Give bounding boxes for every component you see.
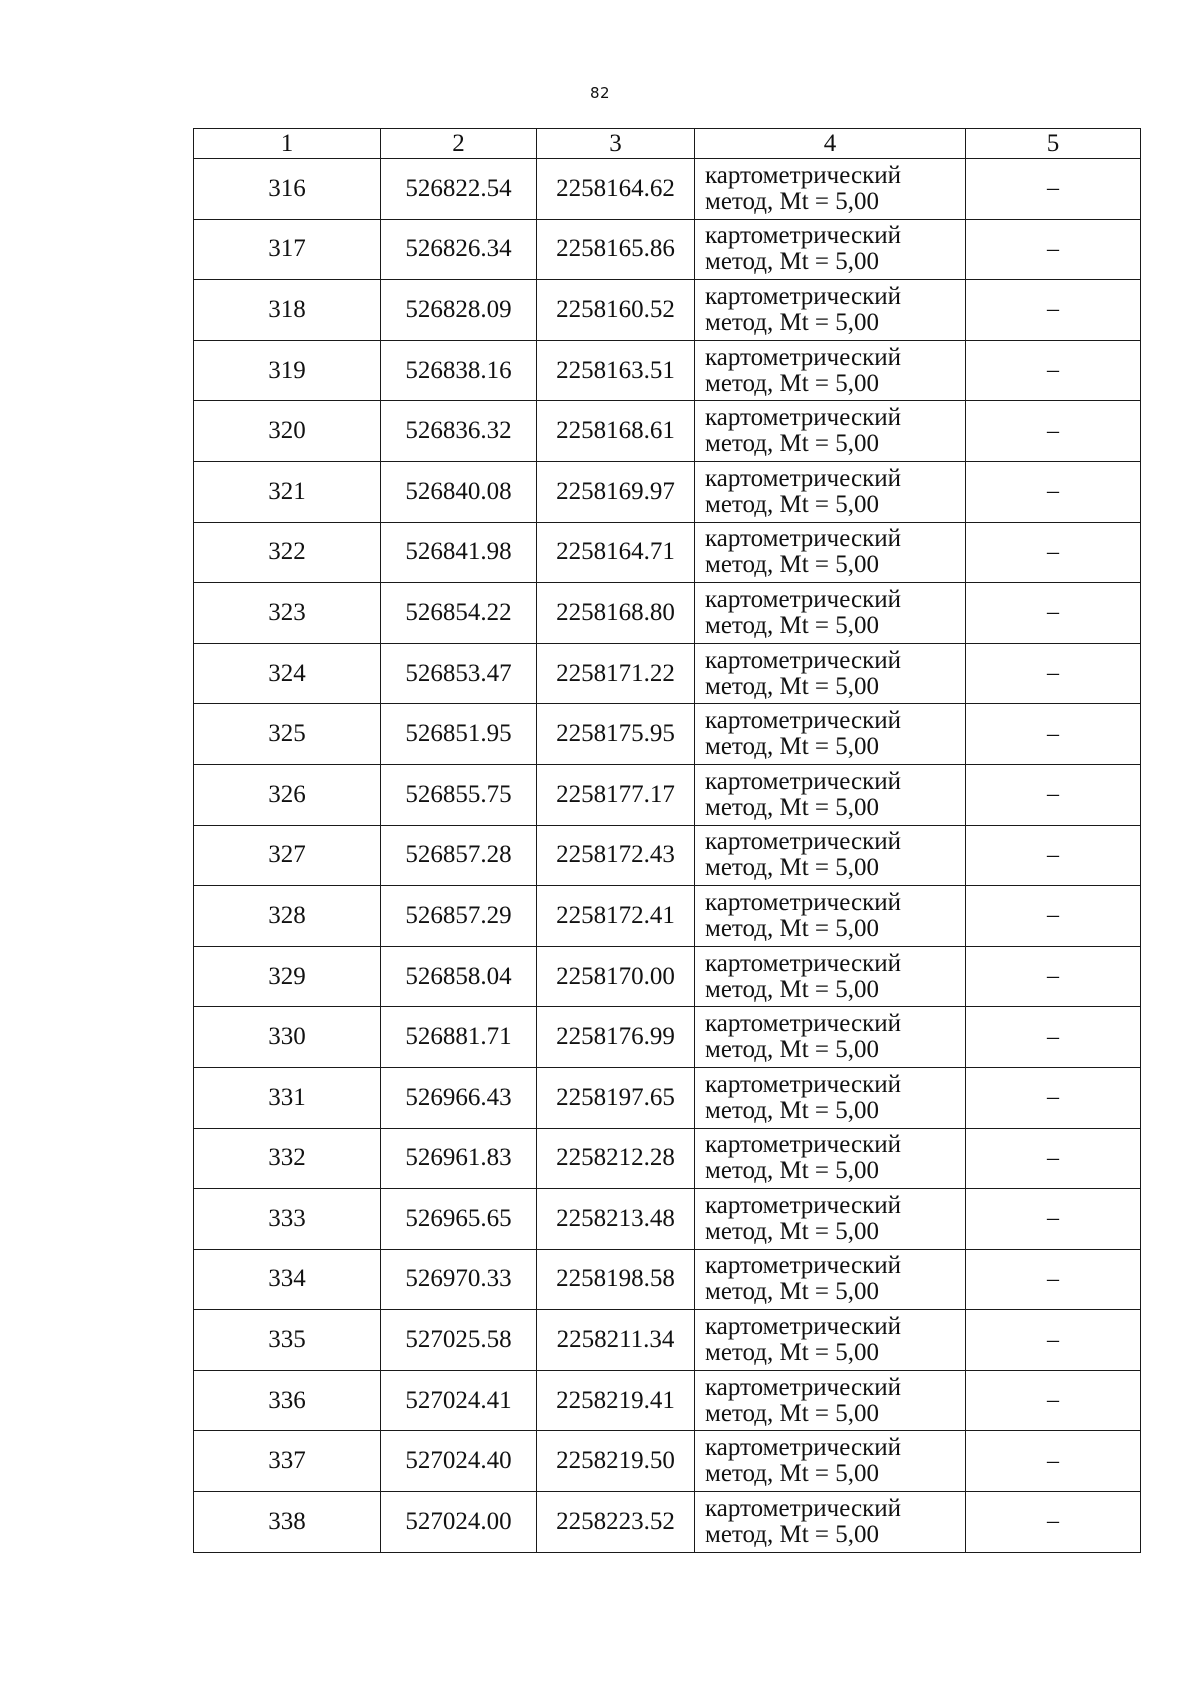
method-line-1: картометрический xyxy=(705,1313,901,1341)
header-col-5: 5 xyxy=(966,129,1141,159)
cell-x-coordinate: 526970.33 xyxy=(381,1249,537,1310)
cell-x-coordinate: 526857.29 xyxy=(381,886,537,947)
cell-point-number: 328 xyxy=(194,886,381,947)
cell-y-coordinate: 2258165.86 xyxy=(537,219,695,280)
method-line-1: картометрический xyxy=(705,585,901,613)
cell-x-coordinate: 526841.98 xyxy=(381,522,537,583)
cell-point-number: 321 xyxy=(194,461,381,522)
cell-description: – xyxy=(966,1431,1141,1492)
method-line-2: метод, Mt = 5,00 xyxy=(705,1460,880,1488)
header-row xyxy=(194,129,1141,159)
method-line-1: картометрический xyxy=(705,1191,901,1219)
cell-description: – xyxy=(966,583,1141,644)
cell-method xyxy=(695,522,966,583)
cell-x-coordinate: 526853.47 xyxy=(381,643,537,704)
cell-description: – xyxy=(966,401,1141,462)
cell-description: – xyxy=(966,886,1141,947)
method-line-1: картометрический xyxy=(705,222,901,250)
method-line-2: метод, Mt = 5,00 xyxy=(705,1217,880,1245)
method-line-2: метод, Mt = 5,00 xyxy=(705,1399,880,1427)
cell-y-coordinate: 2258175.95 xyxy=(537,704,695,765)
cell-point-number: 317 xyxy=(194,219,381,280)
cell-description: – xyxy=(966,643,1141,704)
cell-y-coordinate: 2258171.22 xyxy=(537,643,695,704)
cell-description: – xyxy=(966,1310,1141,1371)
table-row xyxy=(194,643,1141,704)
method-line-1: картометрический xyxy=(705,1131,901,1159)
table-body xyxy=(194,159,1141,1553)
method-line-1: картометрический xyxy=(705,1494,901,1522)
cell-x-coordinate: 526857.28 xyxy=(381,825,537,886)
cell-point-number: 316 xyxy=(194,159,381,220)
cell-description: – xyxy=(966,764,1141,825)
cell-x-coordinate: 526822.54 xyxy=(381,159,537,220)
cell-y-coordinate: 2258219.41 xyxy=(537,1370,695,1431)
cell-y-coordinate: 2258170.00 xyxy=(537,946,695,1007)
cell-method xyxy=(695,1492,966,1553)
cell-x-coordinate: 527024.00 xyxy=(381,1492,537,1553)
cell-x-coordinate: 526881.71 xyxy=(381,1007,537,1068)
cell-method xyxy=(695,1310,966,1371)
method-line-1: картометрический xyxy=(705,888,901,916)
cell-y-coordinate: 2258219.50 xyxy=(537,1431,695,1492)
table-row xyxy=(194,159,1141,220)
cell-description: – xyxy=(966,1189,1141,1250)
method-line-2: метод, Mt = 5,00 xyxy=(705,187,880,215)
table-header xyxy=(194,129,1141,159)
table-row xyxy=(194,219,1141,280)
method-line-1: картометрический xyxy=(705,949,901,977)
cell-point-number: 335 xyxy=(194,1310,381,1371)
method-line-1: картометрический xyxy=(705,828,901,856)
method-line-2: метод, Mt = 5,00 xyxy=(705,914,880,942)
page-number: 82 xyxy=(589,84,611,102)
cell-point-number: 336 xyxy=(194,1370,381,1431)
cell-x-coordinate: 526965.65 xyxy=(381,1189,537,1250)
header-col-4: 4 xyxy=(695,129,966,159)
cell-description: – xyxy=(966,825,1141,886)
cell-method xyxy=(695,1189,966,1250)
method-line-1: картометрический xyxy=(705,464,901,492)
method-line-1: картометрический xyxy=(705,343,901,371)
table-row xyxy=(194,1431,1141,1492)
cell-x-coordinate: 526840.08 xyxy=(381,461,537,522)
method-line-1: картометрический xyxy=(705,1252,901,1280)
cell-y-coordinate: 2258198.58 xyxy=(537,1249,695,1310)
table-row xyxy=(194,583,1141,644)
method-line-2: метод, Mt = 5,00 xyxy=(705,793,880,821)
cell-method xyxy=(695,946,966,1007)
cell-y-coordinate: 2258223.52 xyxy=(537,1492,695,1553)
cell-y-coordinate: 2258177.17 xyxy=(537,764,695,825)
cell-method xyxy=(695,764,966,825)
cell-x-coordinate: 526828.09 xyxy=(381,280,537,341)
cell-point-number: 322 xyxy=(194,522,381,583)
cell-method xyxy=(695,280,966,341)
cell-point-number: 332 xyxy=(194,1128,381,1189)
cell-method xyxy=(695,643,966,704)
cell-point-number: 337 xyxy=(194,1431,381,1492)
method-line-1: картометрический xyxy=(705,646,901,674)
cell-description: – xyxy=(966,1249,1141,1310)
method-line-2: метод, Mt = 5,00 xyxy=(705,1278,880,1306)
cell-x-coordinate: 527025.58 xyxy=(381,1310,537,1371)
method-line-1: картометрический xyxy=(705,1434,901,1462)
cell-x-coordinate: 527024.41 xyxy=(381,1370,537,1431)
method-line-1: картометрический xyxy=(705,1070,901,1098)
cell-point-number: 329 xyxy=(194,946,381,1007)
cell-y-coordinate: 2258164.62 xyxy=(537,159,695,220)
cell-method xyxy=(695,886,966,947)
cell-point-number: 320 xyxy=(194,401,381,462)
cell-method xyxy=(695,1067,966,1128)
cell-description: – xyxy=(966,946,1141,1007)
cell-point-number: 334 xyxy=(194,1249,381,1310)
cell-description: – xyxy=(966,340,1141,401)
cell-method xyxy=(695,159,966,220)
cell-description: – xyxy=(966,522,1141,583)
cell-point-number: 323 xyxy=(194,583,381,644)
method-line-2: метод, Mt = 5,00 xyxy=(705,672,880,700)
cell-y-coordinate: 2258163.51 xyxy=(537,340,695,401)
method-line-1: картометрический xyxy=(705,707,901,735)
method-line-2: метод, Mt = 5,00 xyxy=(705,975,880,1003)
table-row xyxy=(194,764,1141,825)
cell-method xyxy=(695,340,966,401)
cell-description: – xyxy=(966,219,1141,280)
cell-x-coordinate: 527024.40 xyxy=(381,1431,537,1492)
header-col-1: 1 xyxy=(194,129,381,159)
table-row xyxy=(194,1067,1141,1128)
table-row xyxy=(194,401,1141,462)
cell-y-coordinate: 2258197.65 xyxy=(537,1067,695,1128)
cell-description: – xyxy=(966,461,1141,522)
cell-x-coordinate: 526961.83 xyxy=(381,1128,537,1189)
cell-x-coordinate: 526855.75 xyxy=(381,764,537,825)
cell-description: – xyxy=(966,280,1141,341)
cell-y-coordinate: 2258176.99 xyxy=(537,1007,695,1068)
cell-y-coordinate: 2258168.61 xyxy=(537,401,695,462)
cell-point-number: 338 xyxy=(194,1492,381,1553)
method-line-2: метод, Mt = 5,00 xyxy=(705,854,880,882)
method-line-2: метод, Mt = 5,00 xyxy=(705,308,880,336)
method-line-2: метод, Mt = 5,00 xyxy=(705,1036,880,1064)
cell-y-coordinate: 2258168.80 xyxy=(537,583,695,644)
cell-method xyxy=(695,461,966,522)
cell-point-number: 318 xyxy=(194,280,381,341)
method-line-2: метод, Mt = 5,00 xyxy=(705,1157,880,1185)
method-line-2: метод, Mt = 5,00 xyxy=(705,551,880,579)
cell-method xyxy=(695,1249,966,1310)
table-row xyxy=(194,1128,1141,1189)
cell-y-coordinate: 2258169.97 xyxy=(537,461,695,522)
method-line-2: метод, Mt = 5,00 xyxy=(705,369,880,397)
cell-point-number: 333 xyxy=(194,1189,381,1250)
cell-method xyxy=(695,1370,966,1431)
cell-description: – xyxy=(966,159,1141,220)
cell-x-coordinate: 526966.43 xyxy=(381,1067,537,1128)
cell-y-coordinate: 2258211.34 xyxy=(537,1310,695,1371)
method-line-1: картометрический xyxy=(705,1373,901,1401)
table-row xyxy=(194,1007,1141,1068)
method-line-2: метод, Mt = 5,00 xyxy=(705,1339,880,1367)
cell-description: – xyxy=(966,1128,1141,1189)
table-row xyxy=(194,522,1141,583)
method-line-2: метод, Mt = 5,00 xyxy=(705,490,880,518)
table-row xyxy=(194,1310,1141,1371)
cell-point-number: 325 xyxy=(194,704,381,765)
table-row xyxy=(194,340,1141,401)
cell-x-coordinate: 526838.16 xyxy=(381,340,537,401)
cell-method xyxy=(695,583,966,644)
method-line-1: картометрический xyxy=(705,525,901,553)
cell-point-number: 319 xyxy=(194,340,381,401)
cell-point-number: 331 xyxy=(194,1067,381,1128)
cell-method xyxy=(695,401,966,462)
cell-y-coordinate: 2258160.52 xyxy=(537,280,695,341)
cell-method xyxy=(695,1431,966,1492)
method-line-1: картометрический xyxy=(705,404,901,432)
method-line-2: метод, Mt = 5,00 xyxy=(705,430,880,458)
method-line-1: картометрический xyxy=(705,1010,901,1038)
cell-y-coordinate: 2258213.48 xyxy=(537,1189,695,1250)
method-line-1: картометрический xyxy=(705,282,901,310)
cell-description: – xyxy=(966,1007,1141,1068)
cell-point-number: 330 xyxy=(194,1007,381,1068)
cell-y-coordinate: 2258172.43 xyxy=(537,825,695,886)
cell-method xyxy=(695,825,966,886)
cell-y-coordinate: 2258172.41 xyxy=(537,886,695,947)
cell-point-number: 326 xyxy=(194,764,381,825)
cell-x-coordinate: 526854.22 xyxy=(381,583,537,644)
method-line-2: метод, Mt = 5,00 xyxy=(705,1520,880,1548)
cell-description: – xyxy=(966,704,1141,765)
cell-description: – xyxy=(966,1370,1141,1431)
header-col-2: 2 xyxy=(381,129,537,159)
cell-x-coordinate: 526836.32 xyxy=(381,401,537,462)
table-row xyxy=(194,704,1141,765)
table-row xyxy=(194,1189,1141,1250)
table-row xyxy=(194,1492,1141,1553)
method-line-1: картометрический xyxy=(705,161,901,189)
header-col-3: 3 xyxy=(537,129,695,159)
table-row xyxy=(194,825,1141,886)
cell-point-number: 324 xyxy=(194,643,381,704)
cell-method xyxy=(695,219,966,280)
table-row xyxy=(194,1249,1141,1310)
method-line-2: метод, Mt = 5,00 xyxy=(705,1096,880,1124)
cell-method xyxy=(695,1128,966,1189)
cell-point-number: 327 xyxy=(194,825,381,886)
cell-x-coordinate: 526851.95 xyxy=(381,704,537,765)
cell-description: – xyxy=(966,1492,1141,1553)
method-line-2: метод, Mt = 5,00 xyxy=(705,248,880,276)
table-row xyxy=(194,886,1141,947)
table-row xyxy=(194,280,1141,341)
method-line-2: метод, Mt = 5,00 xyxy=(705,611,880,639)
table-row xyxy=(194,461,1141,522)
cell-x-coordinate: 526858.04 xyxy=(381,946,537,1007)
cell-x-coordinate: 526826.34 xyxy=(381,219,537,280)
table-row xyxy=(194,946,1141,1007)
cell-method xyxy=(695,704,966,765)
cell-method xyxy=(695,1007,966,1068)
method-line-1: картометрический xyxy=(705,767,901,795)
cell-y-coordinate: 2258212.28 xyxy=(537,1128,695,1189)
table-row xyxy=(194,1370,1141,1431)
coordinates-table xyxy=(193,128,1141,1553)
cell-description: – xyxy=(966,1067,1141,1128)
method-line-2: метод, Mt = 5,00 xyxy=(705,733,880,761)
cell-y-coordinate: 2258164.71 xyxy=(537,522,695,583)
